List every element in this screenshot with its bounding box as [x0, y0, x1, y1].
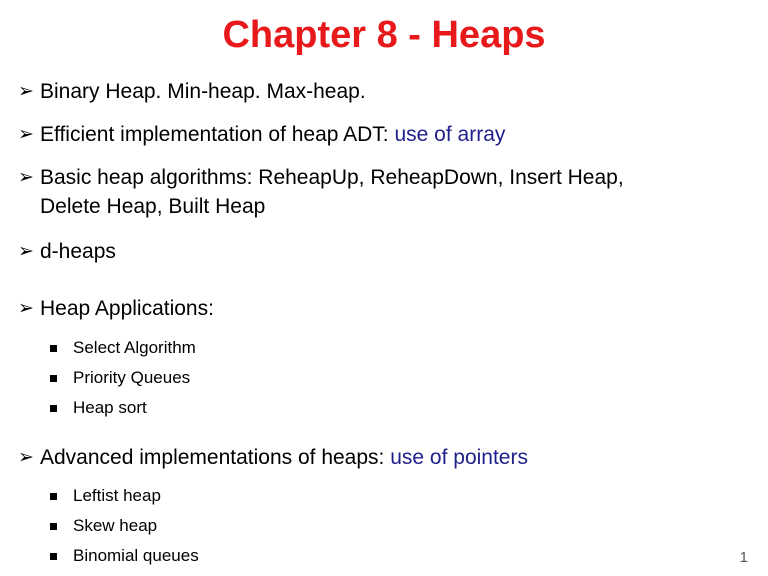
sub-bullet	[50, 515, 157, 537]
sub-bullet-text: Select Algorithm	[73, 338, 196, 357]
sub-bullet-text: Skew heap	[73, 516, 158, 535]
bullet-6	[18, 443, 528, 472]
square-bullet-icon	[50, 493, 57, 500]
page-number: 1	[739, 549, 748, 566]
slide-title: Chapter 8 - Heaps	[222, 14, 546, 56]
sub-bullet	[50, 337, 196, 359]
bullet-highlight: use of pointers	[390, 446, 528, 469]
bullet-3	[18, 163, 624, 221]
bullet-text: Advanced implementations of heaps: use of pointers	[40, 446, 528, 469]
bullet-4	[18, 237, 116, 266]
bullet-5	[18, 294, 214, 323]
sub-bullet	[50, 397, 147, 419]
arrow-bullet-icon: ➢	[18, 241, 34, 262]
sub-bullet-text: Binomial queues	[73, 546, 199, 565]
sub-bullet-text: Heap sort	[73, 398, 147, 417]
square-bullet-icon	[50, 375, 57, 382]
square-bullet-icon	[50, 553, 57, 560]
bullet-text: Heap Applications:	[40, 297, 214, 320]
sub-bullet	[50, 367, 190, 389]
arrow-bullet-icon: ➢	[18, 124, 34, 145]
sub-bullet	[50, 545, 199, 567]
arrow-bullet-icon: ➢	[18, 298, 34, 319]
square-bullet-icon	[50, 523, 57, 530]
arrow-bullet-icon: ➢	[18, 81, 34, 102]
square-bullet-icon	[50, 345, 57, 352]
bullet-1	[18, 77, 366, 106]
sub-bullet	[50, 485, 161, 507]
bullet-highlight: use of array	[394, 123, 506, 146]
bullet-text: Efficient implementation of heap ADT: use of array	[40, 123, 506, 146]
bullet-text: d-heaps	[40, 240, 116, 263]
sub-bullet-text: Leftist heap	[73, 486, 161, 505]
bullet-text: Binary Heap. Min-heap. Max-heap.	[40, 80, 366, 103]
square-bullet-icon	[50, 405, 57, 412]
arrow-bullet-icon: ➢	[18, 447, 34, 468]
bullet-text: Basic heap algorithms: ReheapUp, ReheapDown, Insert Heap, Delete Heap, Built Heap	[40, 166, 624, 218]
bullet-2	[18, 120, 505, 149]
arrow-bullet-icon: ➢	[18, 167, 34, 188]
sub-bullet-text: Priority Queues	[73, 368, 191, 387]
